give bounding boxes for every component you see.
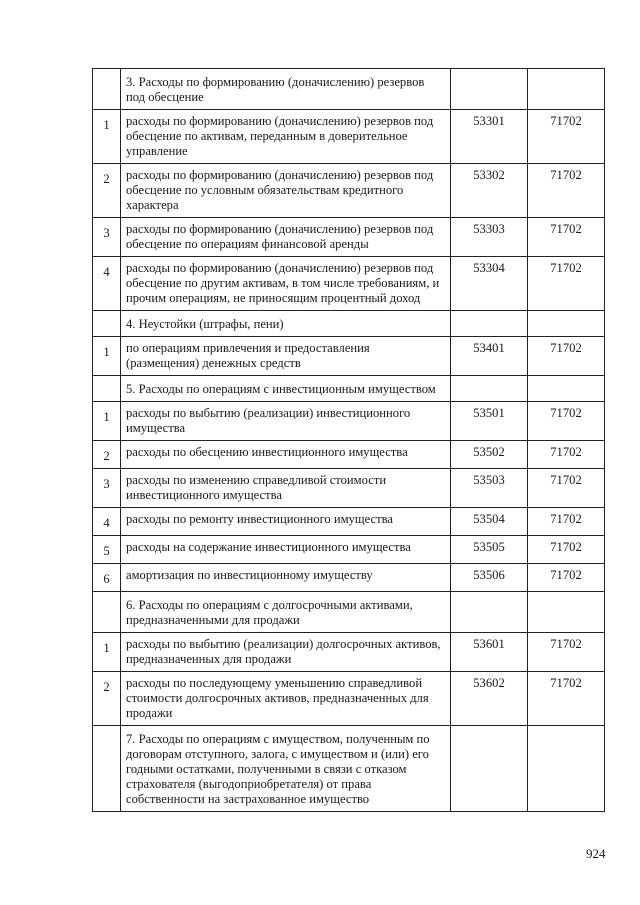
account-code: 53502 <box>451 441 528 469</box>
account-code: 53602 <box>451 672 528 726</box>
correspondent-code <box>528 592 605 633</box>
row-number: 4 <box>93 508 121 536</box>
correspondent-code <box>528 311 605 337</box>
account-code: 53304 <box>451 257 528 311</box>
correspondent-code: 71702 <box>528 564 605 592</box>
correspondent-code: 71702 <box>528 218 605 257</box>
correspondent-code: 71702 <box>528 110 605 164</box>
table-row <box>93 164 605 218</box>
table-row <box>93 110 605 164</box>
row-number: 2 <box>93 441 121 469</box>
row-description: расходы по ремонту инвестиционного имущества <box>121 508 451 536</box>
table-row <box>93 257 605 311</box>
row-number <box>93 726 121 812</box>
account-code: 53504 <box>451 508 528 536</box>
row-number <box>93 376 121 402</box>
row-number: 6 <box>93 564 121 592</box>
correspondent-code: 71702 <box>528 402 605 441</box>
row-number: 1 <box>93 110 121 164</box>
row-description: амортизация по инвестиционному имуществу <box>121 564 451 592</box>
account-code: 53303 <box>451 218 528 257</box>
row-description: 5. Расходы по операциям с инвестиционным имуществом <box>121 376 451 402</box>
row-description: 3. Расходы по формированию (доначислению) резервов под обесцение <box>121 69 451 110</box>
row-description: 4. Неустойки (штрафы, пени) <box>121 311 451 337</box>
account-code: 53505 <box>451 536 528 564</box>
table-row <box>93 218 605 257</box>
table-row <box>93 633 605 672</box>
account-code: 53503 <box>451 469 528 508</box>
section-row <box>93 311 605 337</box>
accounts-table <box>92 68 605 812</box>
page-number: 924 <box>586 846 606 861</box>
correspondent-code: 71702 <box>528 257 605 311</box>
correspondent-code: 71702 <box>528 672 605 726</box>
row-number <box>93 311 121 337</box>
row-number: 4 <box>93 257 121 311</box>
row-number: 1 <box>93 337 121 376</box>
account-code: 53506 <box>451 564 528 592</box>
account-code: 53401 <box>451 337 528 376</box>
row-description: расходы по выбытию (реализации) инвестиционного имущества <box>121 402 451 441</box>
row-description: 7. Расходы по операциям с имуществом, полученным по договорам отступного, залога, с имуществом и (или) его годными остатками, полученными в связи с отказом страхователя (выгодоприобретателя) от права собственности на застрахованное имущество <box>121 726 451 812</box>
row-number: 1 <box>93 402 121 441</box>
row-number: 3 <box>93 469 121 508</box>
row-description: расходы по формированию (доначислению) резервов под обесцение по операциям финансовой аренды <box>121 218 451 257</box>
section-row <box>93 69 605 110</box>
row-number <box>93 69 121 110</box>
table-row <box>93 672 605 726</box>
row-number: 1 <box>93 633 121 672</box>
correspondent-code: 71702 <box>528 633 605 672</box>
correspondent-code: 71702 <box>528 337 605 376</box>
row-description: расходы по формированию (доначислению) резервов под обесцение по условным обязательствам кредитного характера <box>121 164 451 218</box>
account-code <box>451 69 528 110</box>
table-row <box>93 469 605 508</box>
account-code: 53302 <box>451 164 528 218</box>
row-description: расходы по изменению справедливой стоимости инвестиционного имущества <box>121 469 451 508</box>
row-number: 2 <box>93 164 121 218</box>
account-code <box>451 311 528 337</box>
table-row <box>93 564 605 592</box>
accounts-table-body <box>93 69 605 812</box>
row-number: 2 <box>93 672 121 726</box>
table-row <box>93 536 605 564</box>
account-code <box>451 592 528 633</box>
correspondent-code: 71702 <box>528 508 605 536</box>
row-number <box>93 592 121 633</box>
correspondent-code: 71702 <box>528 164 605 218</box>
row-description: расходы по формированию (доначислению) резервов под обесцение по другим активам, в том числе требованиям, и прочим операциям, не приносящим процентный доход <box>121 257 451 311</box>
row-description: расходы по обесцению инвестиционного имущества <box>121 441 451 469</box>
row-number: 3 <box>93 218 121 257</box>
correspondent-code <box>528 726 605 812</box>
correspondent-code: 71702 <box>528 469 605 508</box>
row-description: расходы по формированию (доначислению) резервов под обесцение по активам, переданным в доверительное управление <box>121 110 451 164</box>
row-description: расходы по последующему уменьшению справедливой стоимости долгосрочных активов, предназначенных для продажи <box>121 672 451 726</box>
table-row <box>93 508 605 536</box>
row-number: 5 <box>93 536 121 564</box>
row-description: расходы на содержание инвестиционного имущества <box>121 536 451 564</box>
correspondent-code: 71702 <box>528 441 605 469</box>
table-row <box>93 337 605 376</box>
account-code <box>451 726 528 812</box>
table-row <box>93 441 605 469</box>
account-code: 53301 <box>451 110 528 164</box>
correspondent-code <box>528 69 605 110</box>
section-row <box>93 726 605 812</box>
correspondent-code <box>528 376 605 402</box>
section-row <box>93 592 605 633</box>
row-description: 6. Расходы по операциям с долгосрочными активами, предназначенными для продажи <box>121 592 451 633</box>
account-code: 53501 <box>451 402 528 441</box>
section-row <box>93 376 605 402</box>
account-code <box>451 376 528 402</box>
row-description: по операциям привлечения и предоставления (размещения) денежных средств <box>121 337 451 376</box>
row-description: расходы по выбытию (реализации) долгосрочных активов, предназначенных для продажи <box>121 633 451 672</box>
table-row <box>93 402 605 441</box>
account-code: 53601 <box>451 633 528 672</box>
correspondent-code: 71702 <box>528 536 605 564</box>
